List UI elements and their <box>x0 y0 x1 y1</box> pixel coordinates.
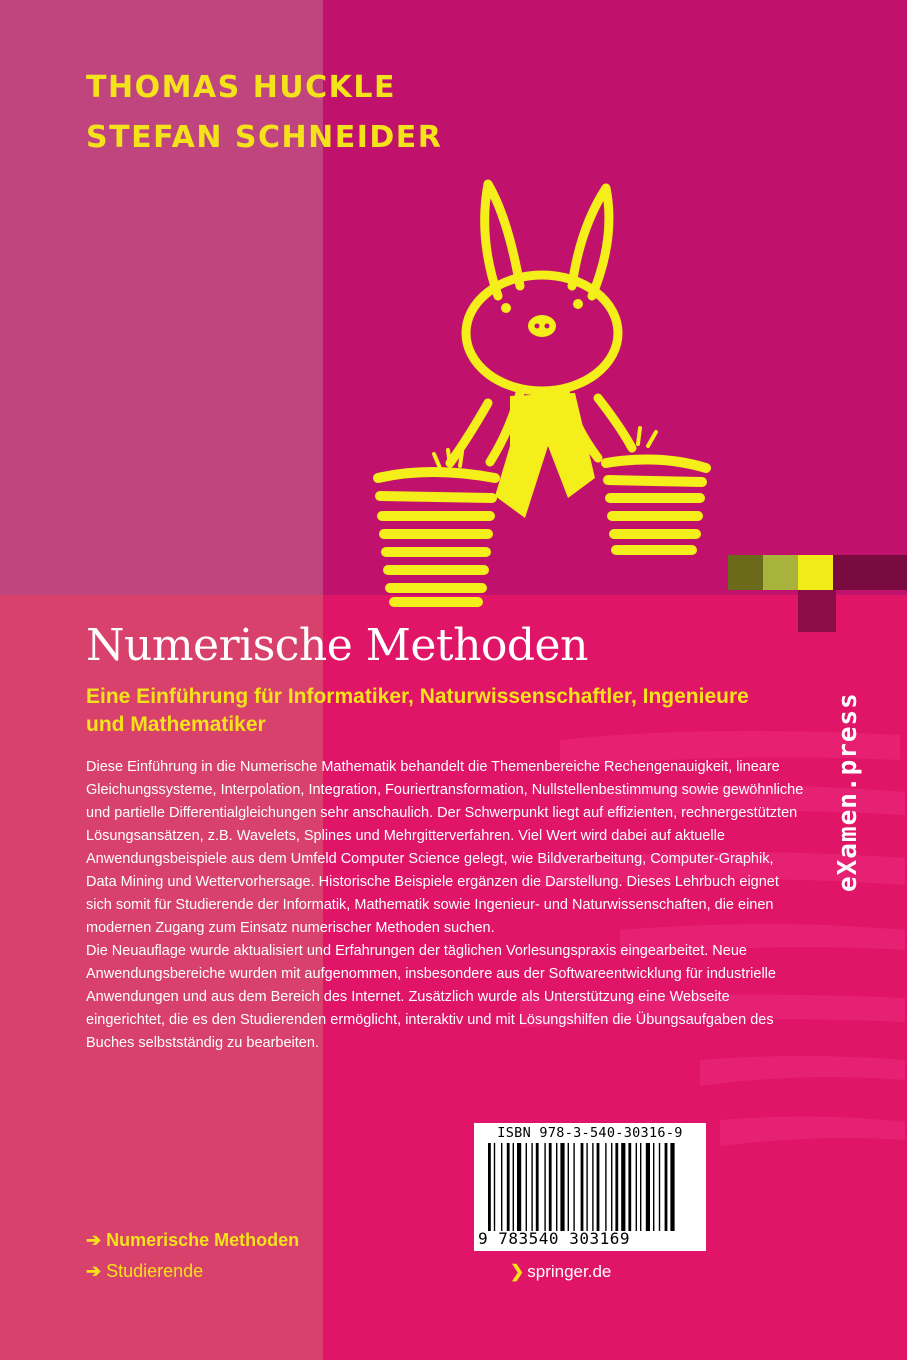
barcode-bar <box>531 1143 532 1231</box>
series-name: eXamen.press <box>833 692 863 892</box>
barcode-bar <box>653 1143 654 1231</box>
ean-digits: 9 783540 303169 <box>478 1229 630 1248</box>
barcode-bar <box>526 1143 527 1231</box>
author-name: THOMAS HUCKLE <box>86 70 397 105</box>
barcode-bar <box>611 1143 612 1231</box>
barcode-bar <box>556 1143 557 1231</box>
barcode-bar <box>544 1143 545 1231</box>
barcode-bar <box>597 1143 600 1231</box>
isbn-barcode <box>474 1123 706 1251</box>
barcode-bar <box>586 1143 587 1231</box>
arrow-right-icon: ➔ <box>86 1261 102 1281</box>
chevron-right-icon: ❯ <box>510 1262 525 1281</box>
barcode-bar <box>549 1143 552 1231</box>
book-subtitle: Eine Einführung für Informatiker, Naturwissenschaftler, Ingenieure und Mathematiker <box>86 685 749 736</box>
link-studierende[interactable] <box>86 1261 203 1282</box>
barcode-bar <box>659 1143 660 1231</box>
rabbit-illustration <box>370 178 715 618</box>
barcode-bar <box>488 1143 491 1231</box>
barcode-bar <box>640 1143 641 1231</box>
arrow-right-icon: ➔ <box>86 1230 102 1250</box>
barcode-bar <box>665 1143 668 1231</box>
isbn-label: ISBN 978-3-540-30316-9 <box>497 1125 683 1141</box>
description-paragraph: Die Neuauflage wurde aktualisiert und Erfahrungen der täglichen Vorlesungspraxis eingearbeitet. Neue Anwendungsbereiche wurden mit aufgenommen, insbesondere aus der Softwareentwicklung für industrielle Anwendungen und aus dem Bereich des Internet. Zusätzlich wurde als Unterstützung eine Webseite eingerichtet, die es den Studierenden ermöglicht, interaktiv und mit Lösungshilfen die Übungsaufgaben des Buches selbstständig zu bearbeiten. <box>86 943 776 1051</box>
barcode-bar <box>615 1143 618 1231</box>
barcode-bar <box>536 1143 539 1231</box>
barcode-bar <box>517 1143 521 1231</box>
link-label: Studierende <box>106 1261 204 1281</box>
barcode-bars <box>488 1143 694 1231</box>
barcode-bar <box>501 1143 502 1231</box>
barcode-bar <box>560 1143 564 1231</box>
series-logo <box>812 620 872 900</box>
barcode-bar <box>513 1143 514 1231</box>
link-numerische-methoden[interactable] <box>86 1230 299 1251</box>
barcode-bar <box>605 1143 606 1231</box>
barcode-bar <box>581 1143 584 1231</box>
barcode-bar <box>507 1143 510 1231</box>
publisher-link[interactable] <box>510 1262 611 1282</box>
publisher-label: springer.de <box>527 1262 612 1281</box>
barcode-bar <box>636 1143 637 1231</box>
barcode-bar <box>592 1143 593 1231</box>
book-description <box>86 756 806 1055</box>
barcode-bar <box>621 1143 625 1231</box>
description-paragraph: Diese Einführung in die Numerische Mathematik behandelt die Themenbereiche Rechengenauigkeit, lineare Gleichungssysteme, Interpolation, Integration, Fouriertransformation, Nullstellenbestimmung sowie gewöhnliche und partielle Differentialgleichungen sehr anschaulich. Der Schwerpunkt liegt auf effizienten, rechnergestützten Lösungsansätzen, z.B. Wavelets, Splines und Mehrgitterverfahren. Viel Wert wird dabei auf aktuelle Anwendungsbeispiele aus dem Umfeld Computer Science gelegt, wie Bildverarbeitung, Computer-Graphik, Data Mining und Wettervorhersage. Historische Beispiele ergänzen die Darstellung. Dieses Lehrbuch eignet sich somit für Studierende der Informatik, Mathematik sowie Ingenieur- und Naturwissenschaften, die einen modernen Zugang zum Einsatz numerischer Methoden suchen. <box>86 759 804 936</box>
author-name: STEFAN SCHNEIDER <box>86 120 443 155</box>
barcode-bar <box>670 1143 674 1231</box>
barcode-bar <box>568 1143 569 1231</box>
barcode-bar <box>494 1143 495 1231</box>
link-label: Numerische Methoden <box>106 1230 300 1250</box>
barcode-bar <box>646 1143 650 1231</box>
barcode-bar <box>628 1143 631 1231</box>
book-title: Numerische Methoden <box>86 620 588 671</box>
barcode-bar <box>573 1143 574 1231</box>
